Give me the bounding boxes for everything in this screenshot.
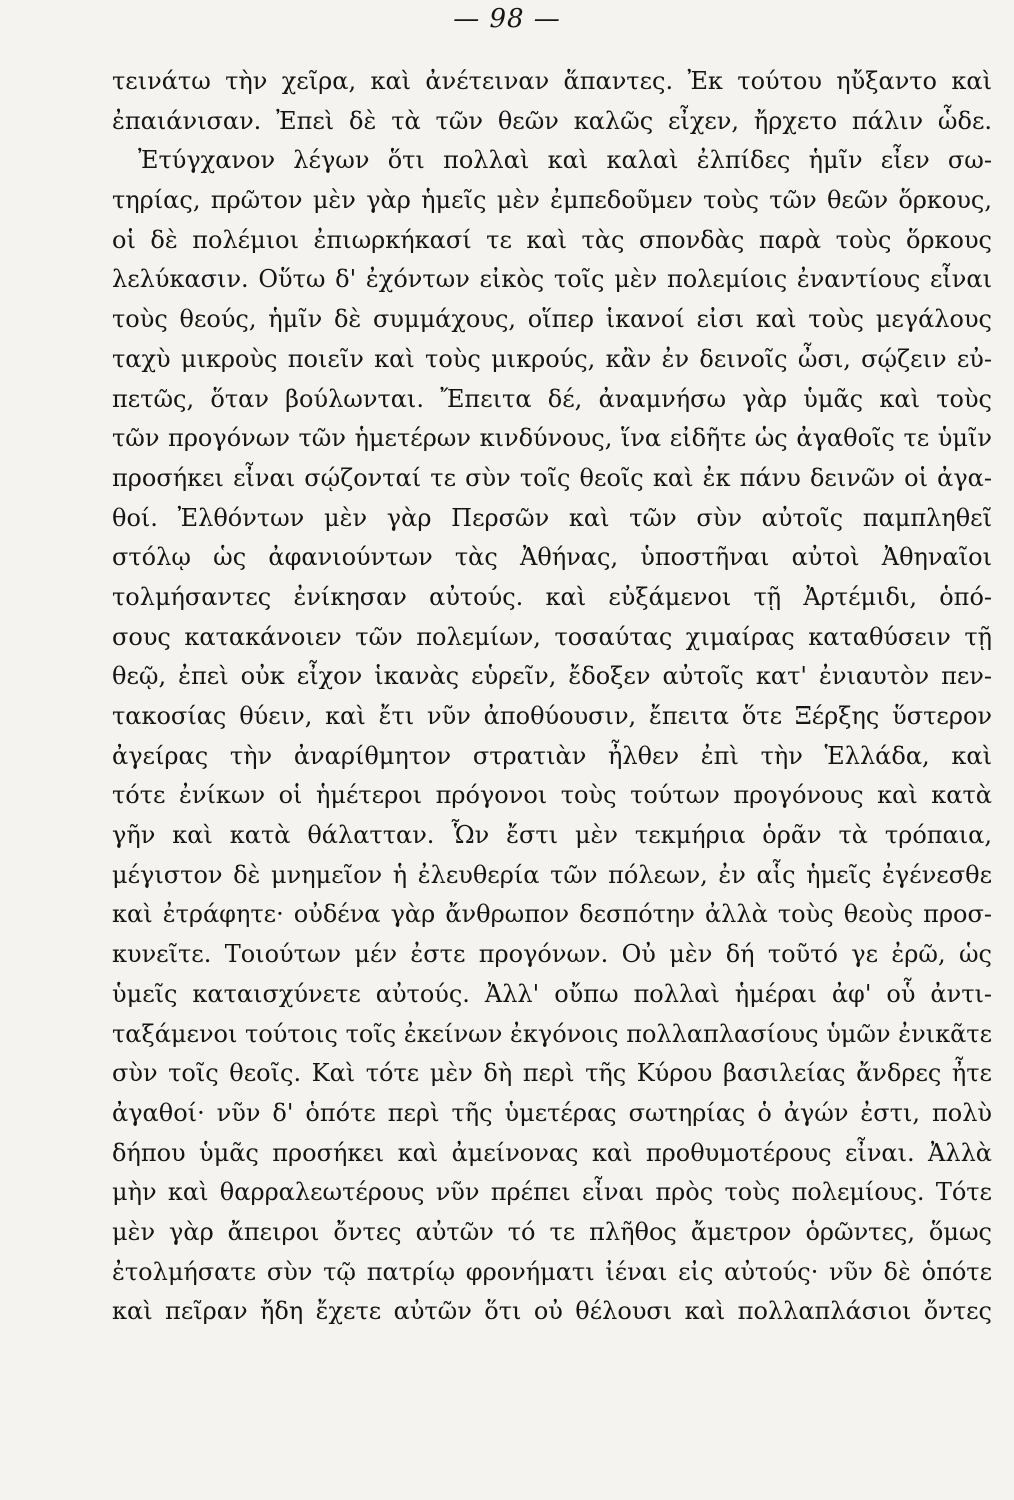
text-line: ταξάμενοι τούτοις τοῖς ἐκείνων ἐκγόνοις πολλαπλασίους ὑμῶν ἐνικᾶτε bbox=[112, 1019, 992, 1048]
text-line: τακοσίας θύειν, καὶ ἔτι νῦν ἀποθύουσιν, ἔπειτα ὅτε Ξέρξης ὕστερον bbox=[112, 702, 992, 730]
text-line: στόλῳ ὡς ἀφανιούντων τὰς Ἀθήνας, ὑποστῆναι αὐτοὶ Ἀθηναῖοι bbox=[112, 543, 992, 572]
text-line: θοί. Ἐλθόντων μὲν γὰρ Περσῶν καὶ τῶν σὺν αὐτοῖς παμπληθεῖ bbox=[112, 503, 992, 532]
text-line: Ἐτύγχανον λέγων ὅτι πολλαὶ καὶ καλαὶ ἐλπίδες ἡμῖν εἶεν σω- bbox=[138, 146, 992, 175]
text-line: τοὺς θεούς, ἡμῖν δὲ συμμάχους, οἵπερ ἱκανοί εἰσι καὶ τοὺς μεγάλους bbox=[112, 305, 992, 334]
text-line: πετῶς, ὅταν βούλωνται. Ἔπειτα δέ, ἀναμνήσω γὰρ ὑμᾶς καὶ τοὺς bbox=[112, 384, 992, 413]
text-line: ἐτολμήσατε σὺν τῷ πατρίῳ φρονήματι ἰέναι εἰς αὐτούς· νῦν δὲ ὁπότε bbox=[112, 1257, 992, 1286]
text-line: καὶ πεῖραν ἤδη ἔχετε αὐτῶν ὅτι οὐ θέλουσι καὶ πολλαπλάσιοι ὄντες bbox=[112, 1297, 992, 1326]
text-line: ὑμεῖς καταισχύνετε αὐτούς. Ἀλλ' οὔπω πολλαὶ ἡμέραι ἀφ' οὗ ἀντι- bbox=[112, 979, 992, 1008]
text-line: τηρίας, πρῶτον μὲν γὰρ ἡμεῖς μὲν ἐμπεδοῦμεν τοὺς τῶν θεῶν ὅρκους, bbox=[112, 186, 992, 215]
text-line: προσήκει εἶναι σῴζονταί τε σὺν τοῖς θεοῖς καὶ ἐκ πάνυ δεινῶν οἱ ἀγα- bbox=[112, 463, 992, 492]
text-line: ταχὺ μικροὺς ποιεῖν καὶ τοὺς μικρούς, κἂν ἐν δεινοῖς ὦσι, σῴζειν εὐ- bbox=[112, 344, 992, 373]
text-line: οἱ δὲ πολέμιοι ἐπιωρκήκασί τε καὶ τὰς σπονδὰς παρὰ τοὺς ὅρκους bbox=[112, 225, 992, 254]
body-text bbox=[112, 62, 992, 1332]
text-line: μὴν καὶ θαρραλεωτέρους νῦν πρέπει εἶναι πρὸς τοὺς πολεμίους. Τότε bbox=[112, 1178, 992, 1207]
text-line: κυνεῖτε. Τοιούτων μέν ἐστε προγόνων. Οὐ μὲν δή τοῦτό γε ἐρῶ, ὡς bbox=[112, 940, 992, 969]
text-line: τότε ἐνίκων οἱ ἡμέτεροι πρόγονοι τοὺς τούτων προγόνους καὶ κατὰ bbox=[112, 781, 992, 810]
text-line: ἐπαιάνισαν. Ἐπεὶ δὲ τὰ τῶν θεῶν καλῶς εἶχεν, ἤρχετο πάλιν ὧδε. bbox=[112, 106, 992, 135]
text-line: λελύκασιν. Οὕτω δ' ἐχόντων εἰκὸς τοῖς μὲν πολεμίοις ἐναντίους εἶναι bbox=[112, 265, 992, 294]
text-line: τεινάτω τὴν χεῖρα, καὶ ἀνέτειναν ἅπαντες. Ἐκ τούτου ηὔξαντο καὶ bbox=[112, 67, 992, 95]
text-line: δήπου ὑμᾶς προσήκει καὶ ἀμείνονας καὶ προθυμοτέρους εἶναι. Ἀλλὰ bbox=[112, 1138, 992, 1167]
text-line: μέγιστον δὲ μνημεῖον ἡ ἐλευθερία τῶν πόλεων, ἐν αἷς ἡμεῖς ἐγένεσθε bbox=[112, 860, 992, 889]
text-line: γῆν καὶ κατὰ θάλατταν. Ὧν ἔστι μὲν τεκμήρια ὁρᾶν τὰ τρόπαια, bbox=[112, 821, 992, 850]
text-line: σους κατακάνοιεν τῶν πολεμίων, τοσαύτας χιμαίρας καταθύσειν τῇ bbox=[112, 622, 992, 651]
text-line: ἀγαθοί· νῦν δ' ὁπότε περὶ τῆς ὑμετέρας σωτηρίας ὁ ἀγών ἐστι, πολὺ bbox=[112, 1098, 992, 1127]
text-line: μὲν γὰρ ἄπειροι ὄντες αὐτῶν τό τε πλῆθος ἄμετρον ὁρῶντες, ὅμως bbox=[112, 1217, 992, 1246]
text-line: τῶν προγόνων τῶν ἡμετέρων κινδύνους, ἵνα εἰδῆτε ὡς ἀγαθοῖς τε ὑμῖν bbox=[112, 424, 992, 453]
text-line: θεῷ, ἐπεὶ οὐκ εἶχον ἱκανὰς εὑρεῖν, ἔδοξεν αὐτοῖς κατ' ἐνιαυτὸν πεν- bbox=[112, 662, 992, 691]
text-line: καὶ ἐτράφητε· οὐδένα γὰρ ἄνθρωπον δεσπότην ἀλλὰ τοὺς θεοὺς προσ- bbox=[112, 900, 992, 929]
text-line: τολμήσαντες ἐνίκησαν αὐτούς. καὶ εὐξάμενοι τῇ Ἀρτέμιδι, ὁπό- bbox=[112, 582, 992, 611]
text-line: σὺν τοῖς θεοῖς. Καὶ τότε μὲν δὴ περὶ τῆς Κύρου βασιλείας ἄνδρες ἦτε bbox=[112, 1059, 992, 1088]
text-line: ἀγείρας τὴν ἀναρίθμητον στρατιὰν ἦλθεν ἐπὶ τὴν Ἑλλάδα, καὶ bbox=[112, 741, 992, 770]
page-number: — 98 — bbox=[453, 4, 561, 34]
